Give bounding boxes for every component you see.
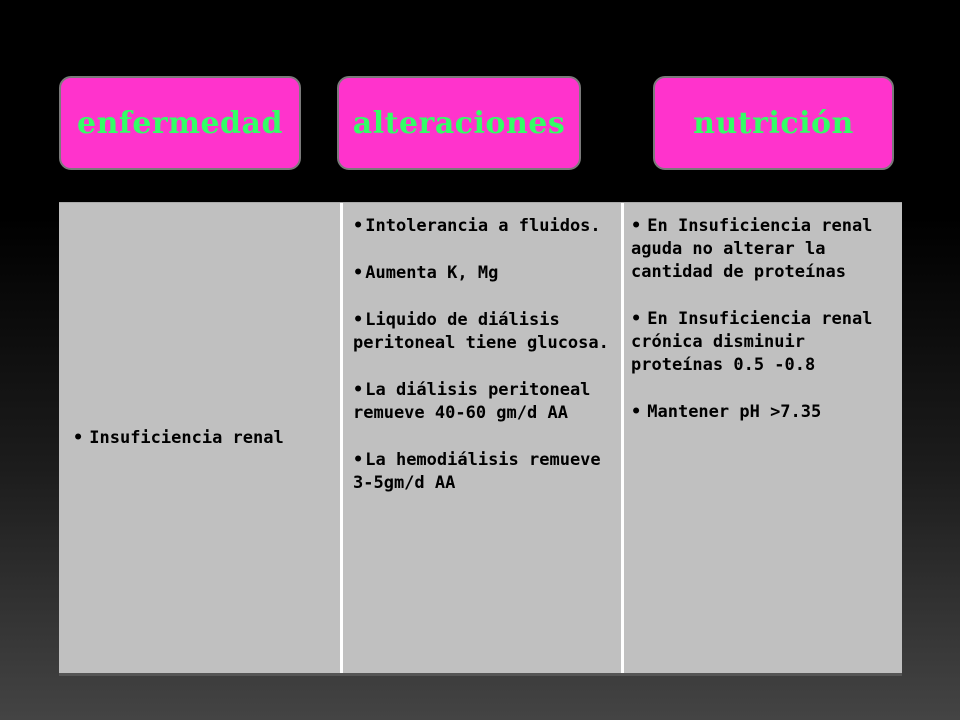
bullet-icon: • [353,450,364,470]
cell-alteraciones [340,203,621,673]
bullet-icon: • [73,427,84,448]
cell-nutricion [621,203,902,673]
header-enfermedad-label: enfermedad [77,105,283,141]
header-alteraciones-label: alteraciones [352,105,566,141]
bullet-icon: • [631,309,642,329]
list-item: • Mantener pH >7.35 [631,402,822,422]
header-nutricion-label: nutrición [693,105,854,141]
bullet-icon: • [353,216,364,236]
bullet-icon: • [631,216,642,236]
list-item: • Insuficiencia renal [73,427,284,448]
list-item: • Liquido de diálisis peritoneal tiene glucosa. [353,310,609,353]
list-item: • Intolerancia a fluidos. [353,216,601,236]
bullet-icon: • [353,310,364,330]
list-item: • La diálisis peritoneal remueve 40-60 gm/d AA [353,380,591,423]
list-item: • La hemodiálisis remueve 3-5gm/d AA [353,450,601,493]
list-item: • En Insuficiencia renal aguda no alterar la cantidad de proteínas [631,216,873,282]
bullet-icon: • [353,263,364,283]
alteraciones-list [353,215,611,495]
cell-enfermedad [59,203,340,673]
header-enfermedad [59,76,301,170]
content-table [59,202,902,676]
list-item: • Aumenta K, Mg [353,263,499,283]
header-nutricion [653,76,894,170]
bullet-icon: • [353,380,364,400]
nutricion-list [631,215,894,424]
enfermedad-list [73,427,284,450]
list-item: • En Insuficiencia renal crónica disminuir proteínas 0.5 -0.8 [631,309,873,375]
header-alteraciones [337,76,581,170]
bullet-icon: • [631,402,642,422]
